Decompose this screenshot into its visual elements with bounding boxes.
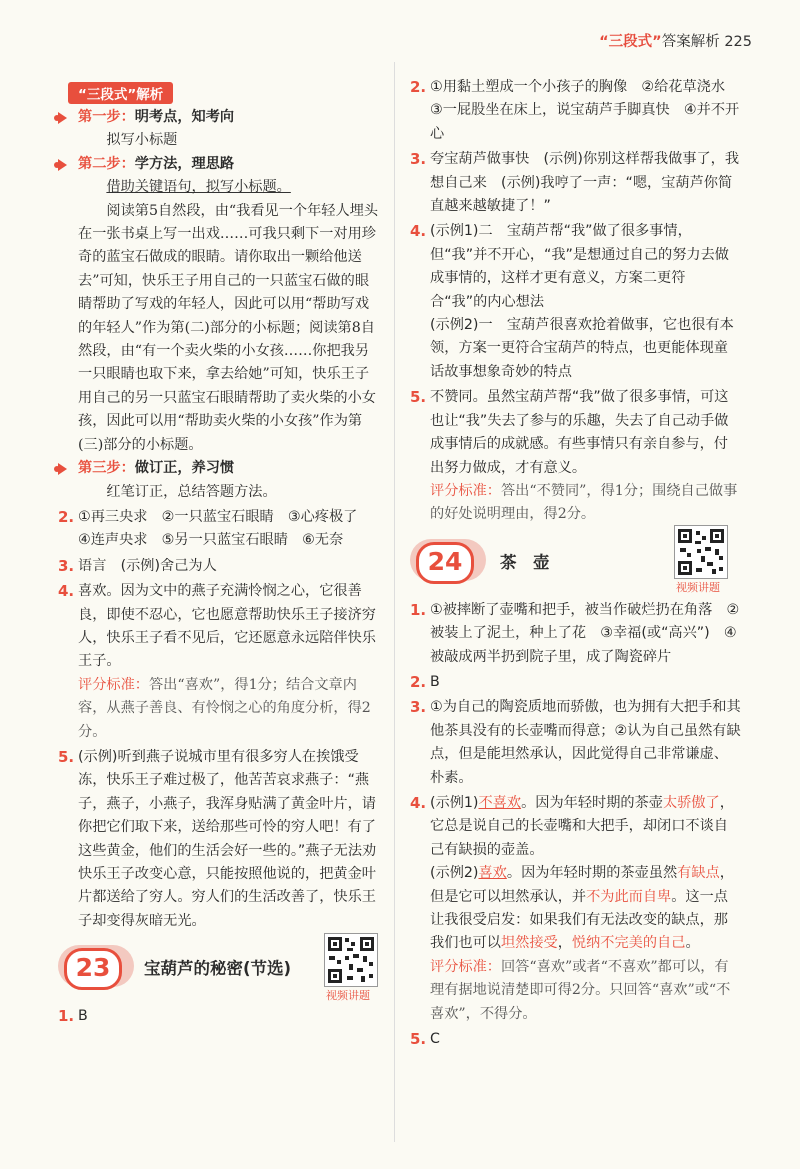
sec24-answer-4-example-2 <box>430 862 742 956</box>
section-24-header <box>410 535 742 595</box>
sec23-answer-5-text: 不赞同。虽然宝葫芦帮“我”做了很多事情，可这也让“我”失去了参与的乐趣，失去了自己动手做成事情后的成就感。有些事情只有亲自参与，付出努力做成，才有意义。 <box>430 389 729 476</box>
sec24-answer-2-number: 2. <box>410 672 427 691</box>
sec23-answer-4-number: 4. <box>410 222 427 241</box>
highlight-text: 太骄傲了 <box>662 794 720 811</box>
highlight-text: 不喜欢 <box>478 794 522 811</box>
answer-2-number: 2. <box>58 507 75 526</box>
left-column <box>58 82 380 1029</box>
section-23-number: 23 <box>64 948 122 990</box>
score-text: 回答“喜欢”或者“不喜欢”都可以，有理有据地说清楚即可得2分。只回答“喜欢”或“不喜欢”，不得分。 <box>430 958 731 1022</box>
sec24-answer-5-number: 5. <box>410 1030 427 1049</box>
answer-4 <box>58 580 380 744</box>
highlight-text: 悦纳不完美的自己 <box>571 935 686 952</box>
answer-4-number: 4. <box>58 582 75 601</box>
page-number: 225 <box>724 34 752 50</box>
answer-2-text: ①再三央求 ②一只蓝宝石眼睛 ③心疼极了 ④连声央求 ⑤另一只蓝宝石眼睛 ⑥无奈 <box>78 508 372 549</box>
section-24-number: 24 <box>416 542 474 584</box>
step-3-sub: 红笔订正，总结答题方法。 <box>106 483 277 500</box>
answer-5 <box>58 746 380 933</box>
body-text: 。 <box>685 935 700 952</box>
sec23-answer-3 <box>410 148 742 218</box>
answer-5-text: (示例)听到燕子说城市里有很多穷人在挨饿受冻，快乐王子难过极了，他苦苦哀求燕子：“燕子，燕子，小燕子，我浑身贴满了黄金叶片，请你把它们取下来，送给那些可怜的穷人吧！有了这些黄金，他们的生活会好一些的。”燕子无法劝快乐王子改变心意，只能按照他说的，把黄金叶片都送给了穷人。穷人们的生活改善了，快乐王子却变得灰暗无光。 <box>78 748 377 929</box>
example-prefix: (示例1) <box>430 794 479 811</box>
sec24-answer-3-text: ①为自己的陶瓷质地而骄傲，也为拥有大把手和其他茶具没有的长壶嘴而得意；②认为自己虽然有缺点，但是能坦然承认，因此觉得自己非常谦虚、朴素。 <box>430 699 741 786</box>
sec23-answer-2-number: 2. <box>410 78 427 96</box>
sec24-answer-4 <box>410 792 742 1026</box>
section-24-title: 茶 壶 <box>500 552 550 572</box>
sec24-answer-2 <box>410 671 742 694</box>
step-3-label: 第三步： <box>78 460 135 477</box>
analysis-badge: “三段式”解析 <box>68 82 173 104</box>
qr-video-label: 视频讲题 <box>676 580 720 594</box>
arrow-icon <box>58 112 67 124</box>
sec23-answer-5-number: 5. <box>410 388 427 407</box>
score-label: 评分标准： <box>430 958 501 975</box>
answer-2 <box>58 506 380 553</box>
sec24-answer-1-number: 1. <box>410 600 427 619</box>
example-prefix: (示例2) <box>430 865 479 882</box>
sec23-answer-4 <box>410 220 742 384</box>
sec23-answer-3-text: 夸宝葫芦做事快 (示例)你别这样帮我做事了，我想自己来 (示例)我哼了一声：“嗯，宝葫芦你简直越来越敏捷了！” <box>430 151 740 215</box>
answer-5-number: 5. <box>58 747 75 766</box>
step-2-paragraph: 阅读第5自然段，由“我看见一个年轻人埋头在一张书桌上写一出戏……可我只剩下一对用珍奇的蓝宝石做成的眼睛。请你取出一颗给他送去”可知，快乐王子用自己的一只蓝宝石做的眼睛帮助了写戏的年轻人，因此可以用“帮助写戏的年轻人”作为第(二)部分的小标题；阅读第8自然段，由“有一个卖火柴的小女孩……你把我另一只眼睛也取下来，拿去给她”可知，快乐王子用自己的另一只蓝宝石眼睛帮助了卖火柴的小女孩，因此可以用“帮助卖火柴的小女孩”作为第(三)部分的小标题。 <box>78 202 379 453</box>
sec24-answer-3 <box>410 696 742 790</box>
body-text: ， <box>557 935 572 952</box>
page-header <box>599 30 752 51</box>
score-label: 评分标准： <box>430 482 501 499</box>
body-text: 。因为年轻时期的茶壶 <box>521 794 663 811</box>
step-2-label: 第二步： <box>78 155 135 172</box>
sec24-answer-3-number: 3. <box>410 698 427 717</box>
qr-code-icon[interactable] <box>324 933 378 987</box>
qr-code-icon[interactable] <box>674 525 728 579</box>
header-title: 答案解析 <box>661 34 720 50</box>
header-brand: “三段式” <box>599 34 662 50</box>
section-24-badge <box>410 539 486 581</box>
sec23-answer-1 <box>58 1005 380 1028</box>
section-23-header <box>58 941 380 1001</box>
sec24-answer-4-number: 4. <box>410 793 427 812</box>
sec23-answer-2 <box>410 76 742 146</box>
body-text: 。这一点让我很受启发：如果我们有无法改变的缺点，那我们也可以 <box>430 888 728 952</box>
step-1-sub: 拟写小标题 <box>106 132 178 149</box>
step-1-label: 第一步： <box>78 109 135 125</box>
section-23-title: 宝葫芦的秘密(节选) <box>144 959 292 979</box>
step-2 <box>58 153 380 176</box>
sec23-answer-2-text: ①用黏土塑成一个小孩子的胸像 ②给花草浇水 ③一屁股坐在床上，说宝葫芦手脚真快 ④并不开心 <box>430 79 740 142</box>
score-text: 答出“喜欢”，得1分；结合文章内容，从燕子善良、有怜悯之心的角度分析，得2分。 <box>78 676 371 740</box>
sec24-answer-1-text: ①被摔断了壶嘴和把手，被当作破烂扔在角落 ②被装上了泥土，种上了花 ③幸福(或“高兴”) ④被敲成两半扔到院子里，成了陶瓷碎片 <box>430 601 740 665</box>
sec24-answer-5 <box>410 1028 742 1051</box>
step-3-text: 做订正，养习惯 <box>134 460 235 477</box>
sec23-answer-5 <box>410 386 742 526</box>
sec23-answer-3-number: 3. <box>410 150 427 169</box>
section-23-badge <box>58 945 134 987</box>
answer-4-text: 喜欢。因为文中的燕子充满怜悯之心，它很善良，即使不忍心，它也愿意帮助快乐王子接济穷人，快乐王子看不见后，它还愿意永远陪伴快乐王子。 <box>78 583 376 670</box>
arrow-icon <box>58 463 67 475</box>
sec23-answer-1-text: B <box>78 1008 88 1025</box>
qr-video-label: 视频讲题 <box>326 989 370 1003</box>
score-text: 答出“不赞同”，得1分；围绕自己做事的好处说明理由，得2分。 <box>430 482 738 523</box>
highlight-text: 喜欢 <box>478 865 507 882</box>
body-text: 。因为年轻时期的茶壶虽然 <box>506 865 678 882</box>
step-2-sub: 借助关键语句，拟写小标题。 <box>106 179 291 196</box>
sec23-answer-4-example-2: (示例2)一 宝葫芦很喜欢抢着做事，它也很有本领，方案一更符合宝葫芦的特点，也更能体现童话故事想象奇妙的特点 <box>430 317 734 380</box>
step-2-text: 学方法，理思路 <box>134 155 235 172</box>
answer-3 <box>58 555 380 578</box>
arrow-icon <box>58 159 67 171</box>
sec24-answer-4-example-1 <box>430 792 742 862</box>
right-column <box>410 74 742 1051</box>
sec23-answer-4-example-1: (示例1)二 宝葫芦帮“我”做了很多事情，但“我”并不开心，“我”是想通过自己的努力去做成事情的，这样才更有意义，方案二更符合“我”的内心想法 <box>430 223 729 310</box>
highlight-text: 坦然接受 <box>500 935 558 952</box>
sec24-answer-1 <box>410 599 742 669</box>
highlight-text: 不为此而自卑 <box>586 888 672 905</box>
body-text: ，它总是说自己的长壶嘴和大把手，却闭口不谈自己有缺损的壶盖。 <box>430 794 734 858</box>
score-label: 评分标准： <box>78 676 149 693</box>
answer-3-text: 语言 (示例)舍己为人 <box>78 557 217 574</box>
highlight-text: 有缺点 <box>677 865 720 882</box>
column-divider <box>394 62 395 1142</box>
step-1-text: 明考点，知考向 <box>134 109 235 125</box>
step-1 <box>58 106 380 129</box>
step-3 <box>58 457 380 480</box>
sec23-answer-1-number: 1. <box>58 1007 75 1026</box>
sec24-answer-5-text: C <box>430 1031 440 1048</box>
answer-3-number: 3. <box>58 556 75 575</box>
body-text: ，但是它可以坦然承认，并 <box>430 865 734 905</box>
sec24-answer-2-text: B <box>430 673 440 690</box>
